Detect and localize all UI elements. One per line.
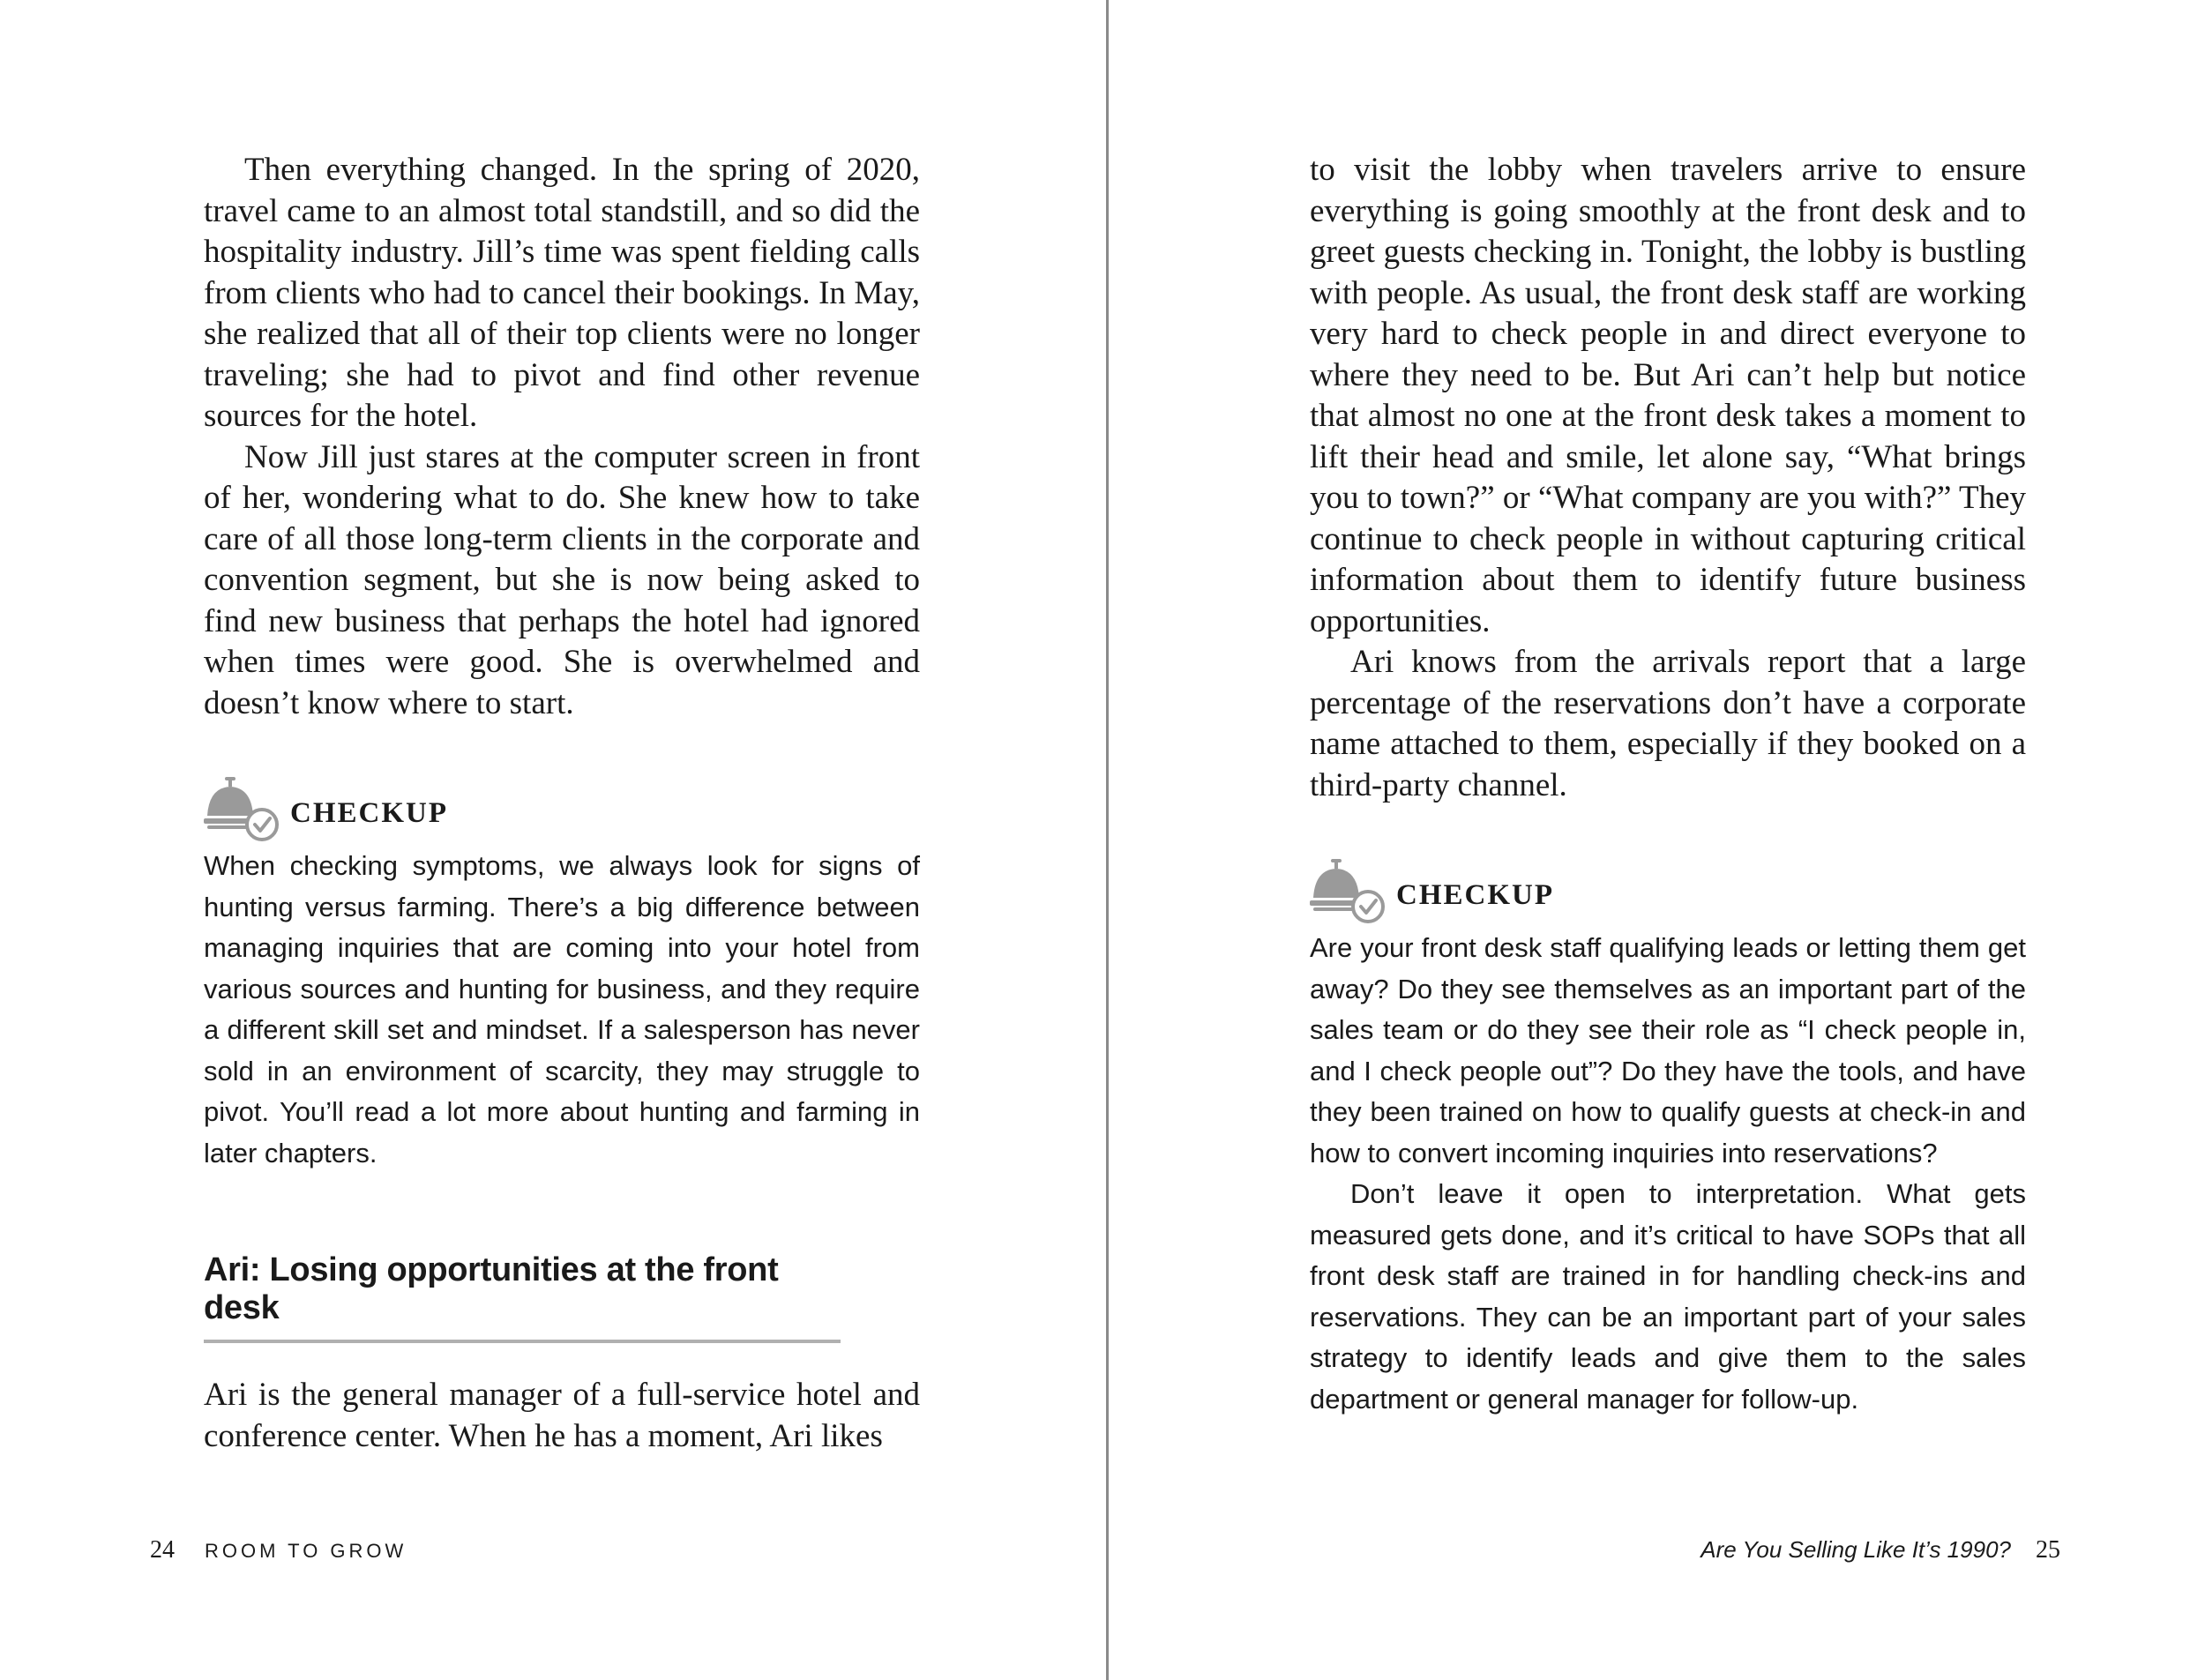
spread-gutter-divider	[1106, 0, 1109, 1680]
right-checkup-title: CHECKUP	[1396, 878, 1554, 911]
right-running-head: Are You Selling Like It’s 1990?	[1700, 1536, 2011, 1563]
left-paragraph-3: Ari is the general manager of a full-service hotel and conference center. When he has a moment, Ari likes	[204, 1377, 920, 1454]
left-page-body	[204, 150, 920, 1457]
left-running-head: ROOM TO GROW	[205, 1540, 407, 1562]
left-page-number: 24	[150, 1536, 175, 1564]
right-checkup-text-1: Are your front desk staff qualifying leads or letting them get away? Do they see themselves as an important part of the sales team or do they see their role as “I check people in, and I check people out”? Do they have the tools, and have they been trained on how to qualify guests at check-in and how to convert incoming inquiries into reservations?	[1310, 932, 2026, 1169]
right-page-number: 25	[2036, 1536, 2060, 1564]
left-checkup-title: CHECKUP	[290, 796, 448, 829]
right-paragraph-1: to visit the lobby when travelers arrive to ensure everything is going smoothly at the front desk and to greet guests checking in. Tonight, the lobby is bustling with people. As usual, the front desk staff are working very hard to check people in and direct everyone to where they need to be. But Ari can’t help but notice that almost no one at the front desk takes a moment to lift their head and smile, let alone say, “What brings you to town?” or “What company are you with?” They continue to check people in without capturing critical information about them to identify future business opportunities.	[1310, 152, 2027, 639]
service-bell-checkmark-icon	[204, 775, 280, 842]
right-paragraph-2: Ari knows from the arrivals report that a large percentage of the reservations don’t have a corporate name attached to them, especially if they booked on a third-party channel.	[1310, 644, 2026, 803]
right-page-body	[1310, 150, 2026, 1420]
left-paragraph-1: Then everything changed. In the spring of 2020, travel came to an almost total standstill, and so did the hospitality industry. Jill’s time was spent fielding calls from clients who had to cancel their bookings. In May, she realized that all of their top clients were no longer traveling; she had to pivot and find other revenue sources for the hotel.	[204, 152, 920, 434]
left-page-footer	[150, 1536, 407, 1564]
right-page-footer	[1700, 1536, 2060, 1564]
left-checkup-text: When checking symptoms, we always look for signs of hunting versus farming. There’s a big difference between managing inquiries that are coming into your hotel from various sources and hunting for business, and they require a different skill set and mindset. If a salesperson has never sold in an environment of scarcity, they may struggle to pivot. You’ll read a lot more about hunting and farming in later chapters.	[204, 850, 920, 1169]
section-heading: Ari: Losing opportunities at the front desk	[204, 1251, 841, 1343]
right-checkup-text-2: Don’t leave it open to interpretation. What gets measured gets done, and it’s critical to have SOPs that all front desk staff are trained in for handling check-ins and reservations. They can be an important part of your sales strategy to identify leads and give them to the sales department or general manager for follow-up.	[1310, 1178, 2026, 1415]
service-bell-checkmark-icon	[1310, 857, 1386, 924]
left-checkup-header	[204, 773, 920, 844]
right-checkup-header	[1310, 855, 2026, 926]
left-paragraph-2: Now Jill just stares at the computer screen in front of her, wondering what to do. She knew how to take care of all those long-term clients in the corporate and convention segment, but she is now being asked to find new business that perhaps the hotel had ignored when times were good. She is overwhelmed and doesn’t know where to start.	[204, 438, 920, 721]
